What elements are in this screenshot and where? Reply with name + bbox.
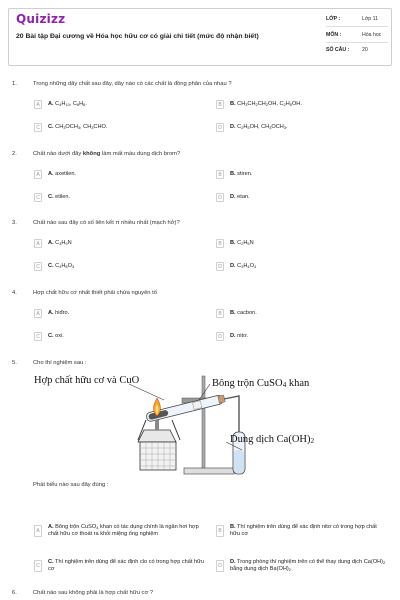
meta-value: 20 — [362, 47, 368, 53]
option-text: C. Thí nghiệm trên dùng để xác định clo có trong hợp chất hữu cơ — [48, 559, 204, 572]
option-letter: B — [216, 239, 224, 248]
option-a[interactable] — [34, 517, 209, 545]
option-text: D. $C_2H_5OH$, $CH_3OCH_3$. — [230, 124, 288, 130]
option-letter: A — [34, 309, 42, 318]
option-letter: B — [216, 170, 224, 179]
option-letter: B — [216, 100, 224, 109]
option-b[interactable] — [216, 97, 302, 112]
label-caoh2-solution: Dung dịch $Ca(OH)_2$ — [230, 434, 315, 445]
option-letter: A — [34, 100, 42, 109]
question-text: Chất nào sau đây có số liên kết π nhiều nhất (mạch hở)? — [33, 220, 180, 226]
option-c[interactable] — [34, 120, 107, 135]
option-letter: A — [34, 525, 42, 537]
option-b[interactable] — [216, 521, 388, 541]
option-letter: D — [216, 262, 224, 271]
option-letter: D — [216, 332, 224, 341]
option-text: D. etan. — [230, 194, 250, 200]
option-text: D. $C_3H_4O_4$ — [230, 263, 257, 269]
option-c[interactable] — [34, 190, 70, 205]
label-cotton-cuso4: Bông trộn CuSO$_4$ khan — [212, 378, 310, 389]
question-number: 4. — [12, 290, 17, 296]
option-text: A. $C_3H_9N$ — [48, 240, 72, 246]
option-text: A. $C_4H_{10}$, $C_6H_6$. — [48, 101, 87, 107]
option-c[interactable] — [34, 556, 209, 576]
question-text: Trong những dãy chất sau đây, dãy nào có các chất là đồng phân của nhau ? — [33, 81, 232, 87]
question-number: 3. — [12, 220, 17, 226]
option-text: A. hiđro. — [48, 310, 70, 316]
option-text: B. stiren. — [230, 171, 253, 177]
question-subtext: Phát biểu nào sau đây đúng : — [33, 482, 109, 488]
option-text: B. $C_2H_5N$ — [230, 240, 254, 246]
option-d[interactable] — [216, 556, 388, 576]
option-a[interactable] — [34, 236, 72, 251]
option-text: B. $CH_3CH_2CH_2OH$, $C_2H_5OH$. — [230, 101, 302, 107]
option-a[interactable] — [34, 306, 69, 321]
option-text: B. cacbon. — [230, 310, 257, 316]
question-number: 6. — [12, 590, 17, 596]
option-text: A. Bông trộn CuSO$_4$ khan có tác dụng chính là ngăn hơi hợp chất hữu cơ thoát ra khỏi miệng ống nghiệm — [48, 524, 199, 537]
question-text: Chất nào sau không phải là hợp chất hữu cơ ? — [33, 590, 154, 596]
apparatus-illustration — [34, 370, 374, 480]
option-letter: A — [34, 239, 42, 248]
option-b[interactable] — [216, 236, 254, 251]
question-text: Hợp chất hữu cơ nhất thiết phải chứa nguyên tố — [33, 290, 157, 296]
option-letter: B — [216, 525, 224, 537]
option-text: C. oxi. — [48, 333, 64, 339]
option-text: C. $C_4H_8O_3$ — [48, 263, 75, 269]
option-text: B. Thí nghiệm trên dùng để xác định nitơ có trong hợp chất hữu cơ — [230, 524, 377, 537]
option-letter: C — [34, 262, 42, 271]
question-number: 5. — [12, 360, 17, 366]
option-d[interactable] — [216, 190, 250, 205]
option-text: C. etilen. — [48, 194, 71, 200]
option-text: A. axetilen. — [48, 171, 76, 177]
meta-label: MÔN : — [326, 32, 342, 38]
question-number: 1. — [12, 81, 17, 87]
question-number: 2. — [12, 151, 17, 157]
meta-label: SỐ CÂU : — [326, 47, 350, 53]
option-b[interactable] — [216, 306, 257, 321]
option-letter: D — [216, 560, 224, 572]
question-text: Cho thí nghiệm sau : — [33, 360, 87, 366]
meta-value: Lớp 11 — [362, 16, 378, 22]
question-text: Chất nào dưới đây không làm mất màu dung dịch brom? — [33, 151, 181, 157]
option-d[interactable] — [216, 120, 288, 135]
page-title: 20 Bài tập Đại cương về Hóa học hữu cơ có giải chi tiết (mức độ nhận biết) — [16, 33, 259, 40]
option-letter: B — [216, 309, 224, 318]
option-b[interactable] — [216, 167, 252, 182]
option-c[interactable] — [34, 259, 74, 274]
option-letter: D — [216, 193, 224, 202]
option-text: D. nitơ. — [230, 333, 249, 339]
option-text: D. Trong phòng thí nghiệm trên có thể thay dung dịch $Ca(OH)_2$ bằng dung dịch $Ba(OH)_2$ — [230, 559, 386, 572]
quizizz-logo[interactable]: Quizizz — [16, 12, 66, 26]
option-a[interactable] — [34, 97, 87, 112]
option-text: C. $CH_3OCH_3$, $CH_3CHO$. — [48, 124, 108, 130]
option-a[interactable] — [34, 167, 76, 182]
experiment-diagram — [34, 370, 374, 480]
option-letter: C — [34, 332, 42, 341]
option-letter: C — [34, 560, 42, 572]
option-d[interactable] — [216, 329, 248, 344]
option-letter: C — [34, 123, 42, 132]
meta-label: LỚP : — [326, 16, 341, 22]
divider — [326, 42, 388, 43]
header — [0, 0, 400, 70]
meta-value: Hóa học — [362, 32, 382, 38]
option-letter: D — [216, 123, 224, 132]
option-d[interactable] — [216, 259, 256, 274]
option-letter: A — [34, 170, 42, 179]
divider — [326, 26, 388, 27]
option-c[interactable] — [34, 329, 64, 344]
option-letter: C — [34, 193, 42, 202]
label-organic-compound-cuo: Hợp chất hữu cơ và CuO — [34, 375, 140, 386]
